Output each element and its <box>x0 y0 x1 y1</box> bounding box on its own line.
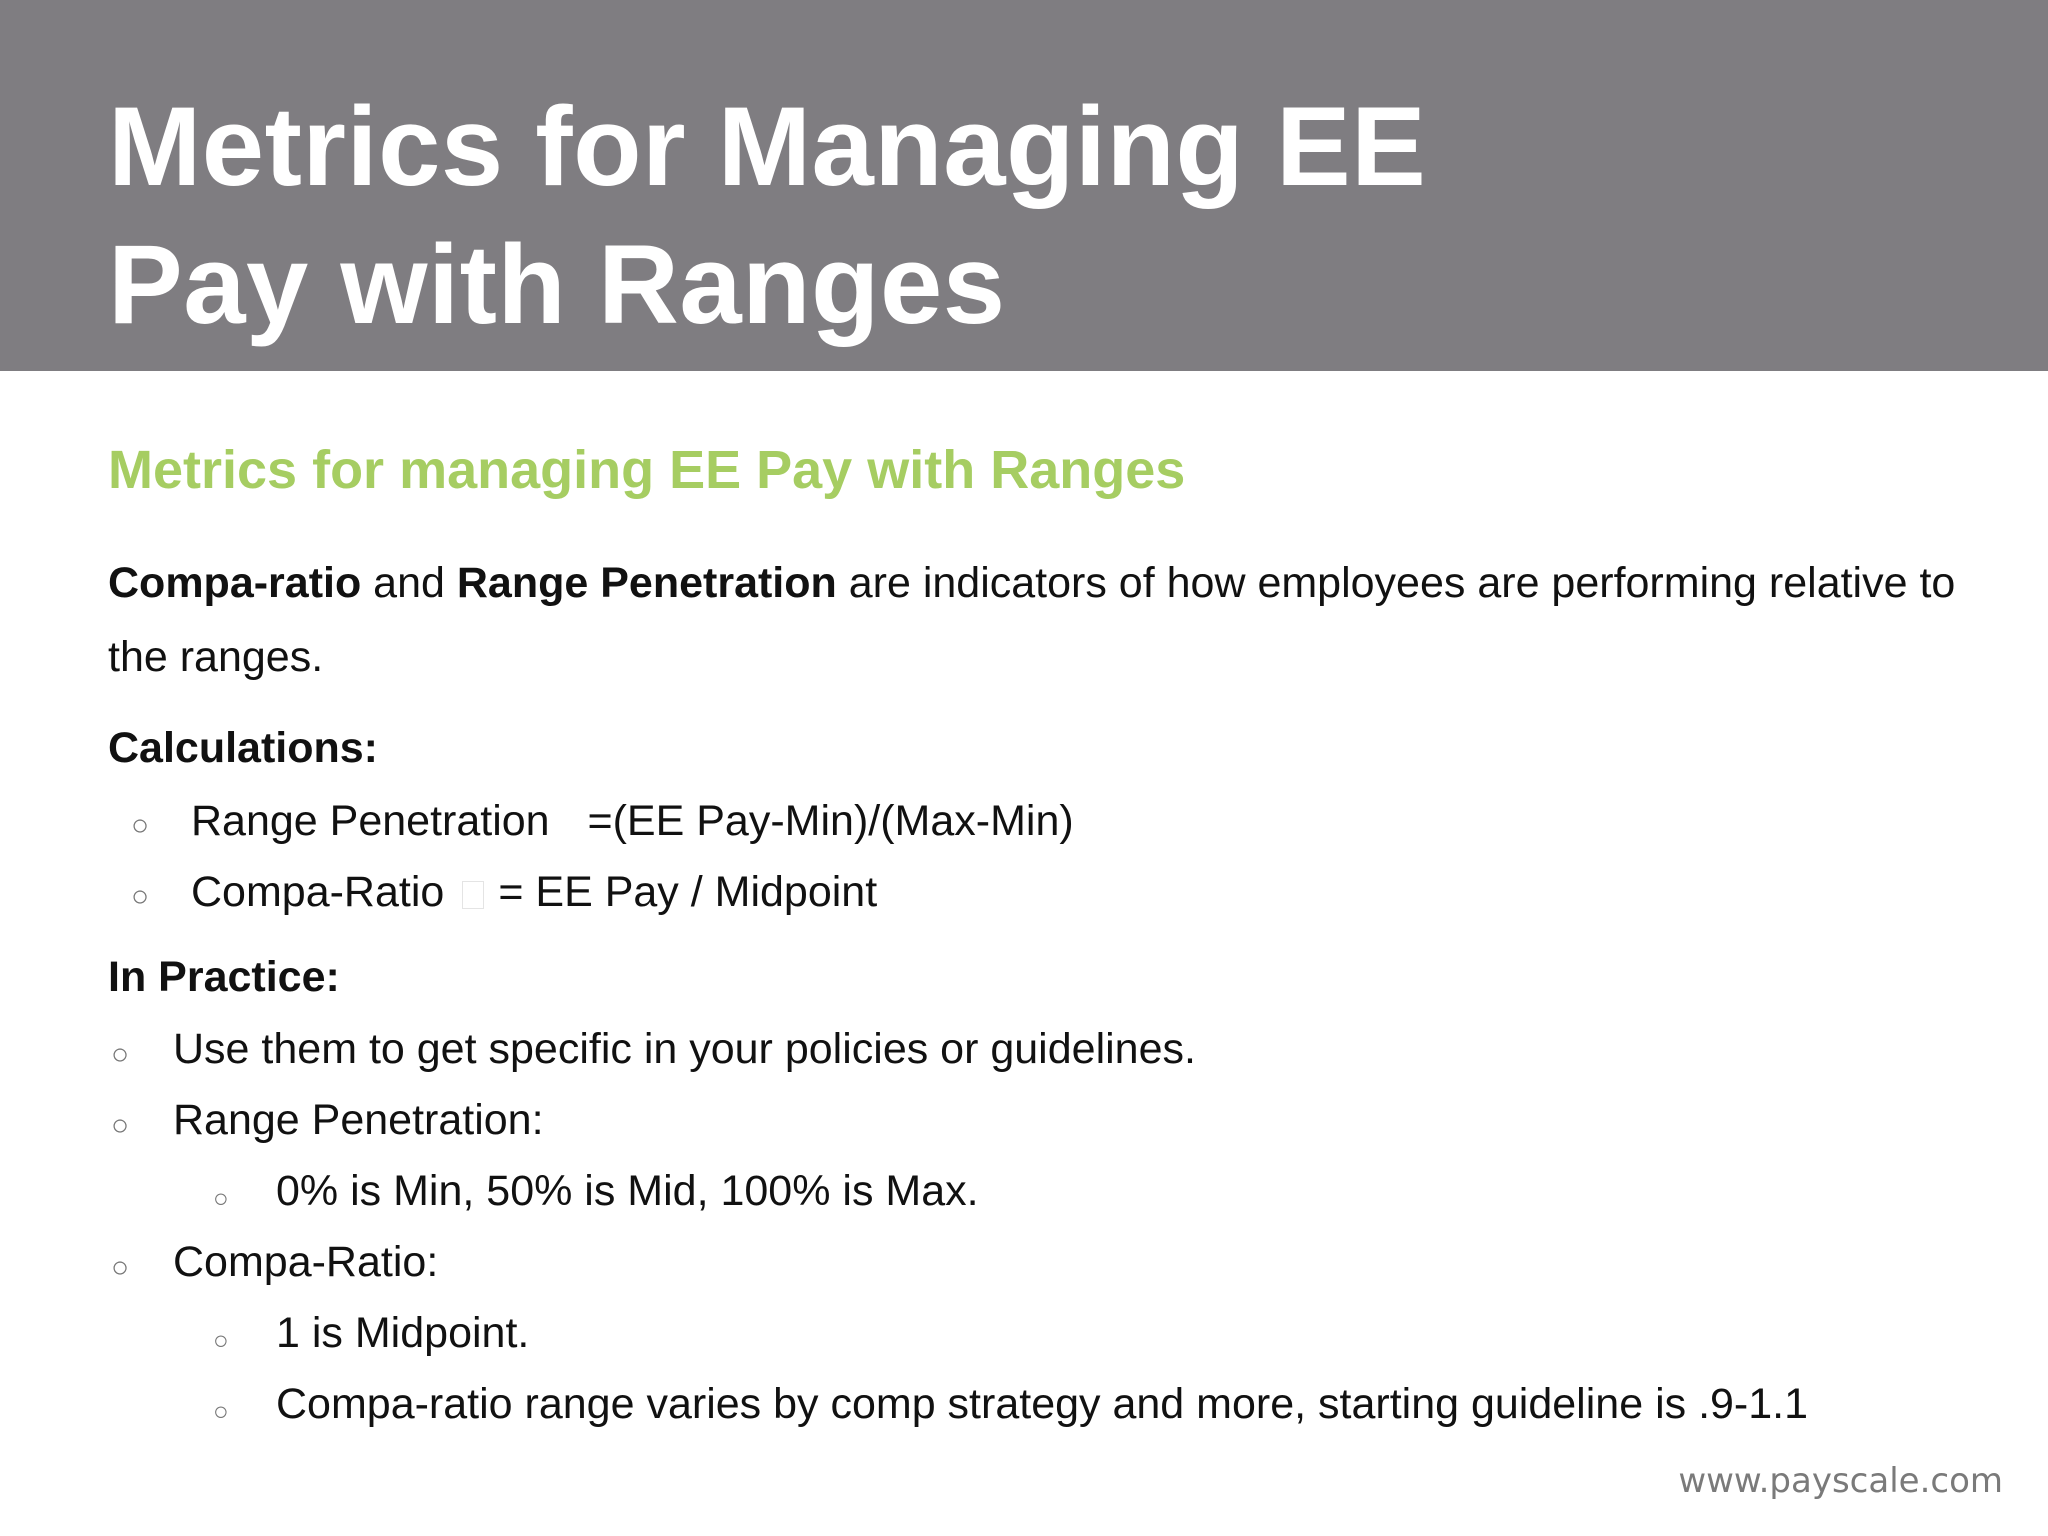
practice-bullet-icon: ○ <box>111 1038 130 1071</box>
practice-bullet-icon: ○ <box>111 1251 130 1284</box>
practice-subitem: Compa-ratio range varies by comp strategy and more, starting guideline is .9-1.1 <box>276 1380 1809 1428</box>
practice-subbullet-icon: ○ <box>213 1183 229 1213</box>
intro-connector: and <box>361 559 457 607</box>
practice-subbullet-icon: ○ <box>213 1396 229 1426</box>
calculation-bullet-icon: ○ <box>131 809 150 842</box>
intro-term-compa-ratio: Compa-ratio <box>108 559 362 607</box>
in-practice-heading: In Practice: <box>108 953 340 1001</box>
slide-header <box>0 0 2048 371</box>
calculations-heading: Calculations: <box>108 724 378 772</box>
missing-glyph-icon <box>462 881 484 909</box>
calculation-name: Compa-Ratio <box>191 868 445 916</box>
calculation-formula: = EE Pay / Midpoint <box>498 868 878 916</box>
slide-title <box>108 78 1426 354</box>
practice-item: Range Penetration: <box>173 1096 544 1144</box>
calculation-bullet-icon: ○ <box>131 880 150 913</box>
practice-subitem: 1 is Midpoint. <box>276 1309 530 1357</box>
practice-subitem: 0% is Min, 50% is Mid, 100% is Max. <box>276 1167 979 1215</box>
calculation-name: Range Penetration <box>191 797 550 845</box>
intro-body: are indicators of how employees are performing relative to the ranges. <box>108 559 1956 681</box>
slide-subtitle: Metrics for managing EE Pay with Ranges <box>108 440 1186 500</box>
practice-item: Use them to get specific in your policies or guidelines. <box>173 1025 1196 1073</box>
calculation-item-compa-ratio <box>191 866 877 918</box>
practice-subbullet-icon: ○ <box>213 1325 229 1355</box>
slide-title-line-2: Pay with Ranges <box>108 222 1006 347</box>
practice-bullet-icon: ○ <box>111 1109 130 1142</box>
footer-website-url: www.payscale.com <box>1678 1461 2003 1501</box>
slide-title-line-1: Metrics for Managing EE <box>108 84 1427 209</box>
practice-item: Compa-Ratio: <box>173 1238 439 1286</box>
intro-term-range-penetration: Range Penetration <box>456 559 837 607</box>
calculation-formula: =(EE Pay-Min)/(Max-Min) <box>587 797 1074 845</box>
calculation-item-range-penetration <box>191 795 1074 847</box>
intro-paragraph <box>108 546 1968 694</box>
